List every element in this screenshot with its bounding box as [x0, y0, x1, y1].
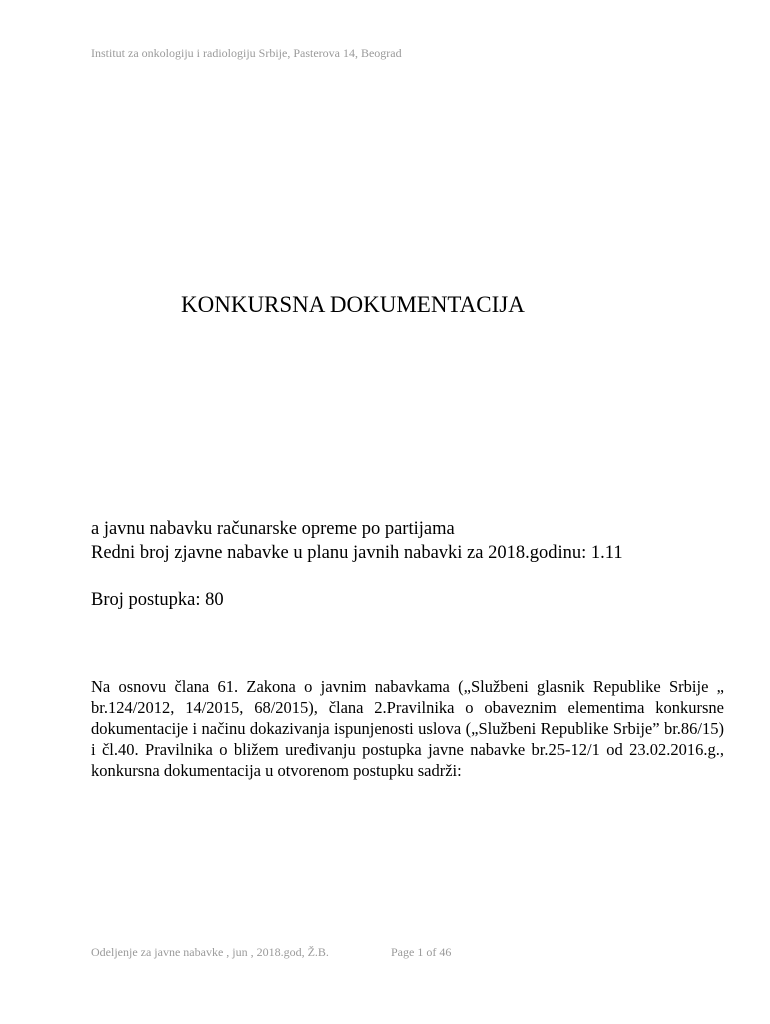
document-title: KONKURSNA DOKUMENTACIJA — [181, 292, 525, 317]
subject-line-1: a javnu nabavku računarske opreme po partijama — [91, 519, 455, 539]
procedure-number: Broj postupka: 80 — [91, 590, 224, 610]
body-paragraph: Na osnovu člana 61. Zakona o javnim nabavkama („Službeni glasnik Republike Srbije „ br.124/2012, 14/2015, 68/2015), člana 2.Pravilnika o obaveznim elementima konkursne dokumentacije i načinu dokazivanja ispunjenosti uslova („Službeni Republike Srbije” br.86/15) i čl.40. Pravilnika o bližem uređivanju postupka javne nabavke br.25-12/1 od 23.02.2016.g., konkursna dokumentacija u otvorenom postupku sadrži: — [91, 677, 724, 780]
subject-block — [91, 517, 623, 565]
footer-page-number: Page 1 of 46 — [391, 945, 452, 959]
footer-department: Odeljenje za javne nabavke , jun , 2018.god, Ž.B. — [91, 945, 329, 959]
subject-line-2: Redni broj zjavne nabavke u planu javnih nabavki za 2018.godinu: 1.11 — [91, 543, 623, 563]
page-header: Institut za onkologiju i radiologiju Srbije, Pasterova 14, Beograd — [91, 46, 402, 60]
